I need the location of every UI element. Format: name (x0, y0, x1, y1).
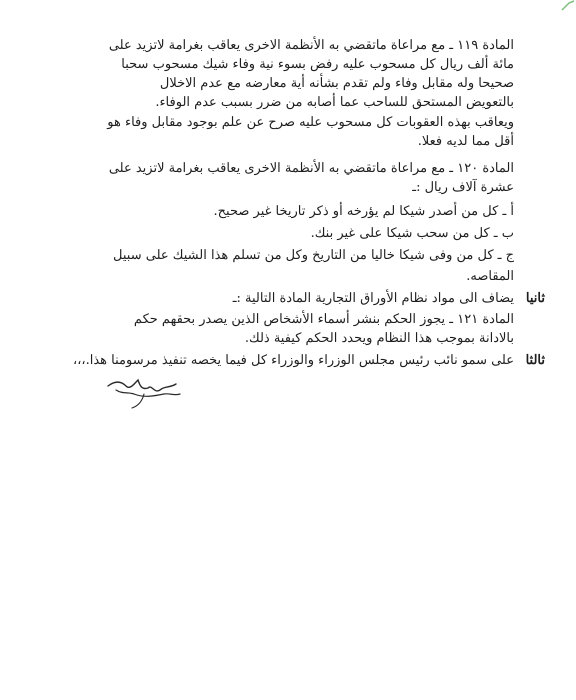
text-line: المادة ١٢١ ـ يجوز الحكم بنشر أسماء الأشخاص الذين يصدر بحقهم حكم (133, 312, 514, 327)
text-line: المادة ١٢٠ ـ مع مراعاة ماتقضي به الأنظمة الاخرى يعاقب بغرامة لاتزيد على (108, 161, 514, 176)
text-line: بالتعويض المستحق للساحب عما أصابه من ضرر بسبب عدم الوفاء. (155, 95, 514, 110)
corner-mark-icon (560, 0, 576, 12)
text-line: المادة ١١٩ ـ مع مراعاة ماتقضي به الأنظمة الاخرى يعاقب بغرامة لاتزيد على (108, 38, 514, 53)
section-label-third: ثالثا (525, 353, 545, 368)
text-line: يضاف الى مواد نظام الأوراق التجارية المادة التالية :ـ (232, 291, 514, 306)
text-line: بالادانة بموجب هذا النظام ويحدد الحكم كيفية ذلك. (244, 331, 514, 346)
text-line: على سمو نائب رئيس مجلس الوزراء والوزراء كل فيما يخصه تنفيذ مرسومنا هذا.،،، (73, 353, 514, 368)
list-item: أ ـ كل من أصدر شيكا لم يؤرخه أو ذكر تاريخا غير صحيح. (213, 204, 514, 219)
text-line: صحيحا وله مقابل وفاء ولم تقدم بشأنه أية معارضه مع عدم الاخلال (159, 76, 514, 91)
text-line: عشرة آلاف ريال :ـ (412, 180, 514, 195)
signature-icon (104, 372, 184, 412)
list-item: ج ـ كل من وفى شيكا خاليا من التاريخ وكل من تسلم هذا الشيك على سبيل (113, 248, 514, 263)
text-line: المقاصه. (466, 269, 514, 284)
text-line: مائة ألف ريال كل مسحوب عليه رفض بسوء نية وفاء شيك مسحوب سحبا (121, 57, 514, 72)
text-line: أقل مما لديه فعلا. (417, 134, 514, 149)
list-item: ب ـ كل من سحب شيكا على غير بنك. (310, 226, 514, 241)
text-line: ويعاقب بهذه العقوبات كل مسحوب عليه صرح عن علم بوجود مقابل وفاء هو (107, 115, 514, 130)
section-label-second: ثانيا (525, 291, 545, 306)
